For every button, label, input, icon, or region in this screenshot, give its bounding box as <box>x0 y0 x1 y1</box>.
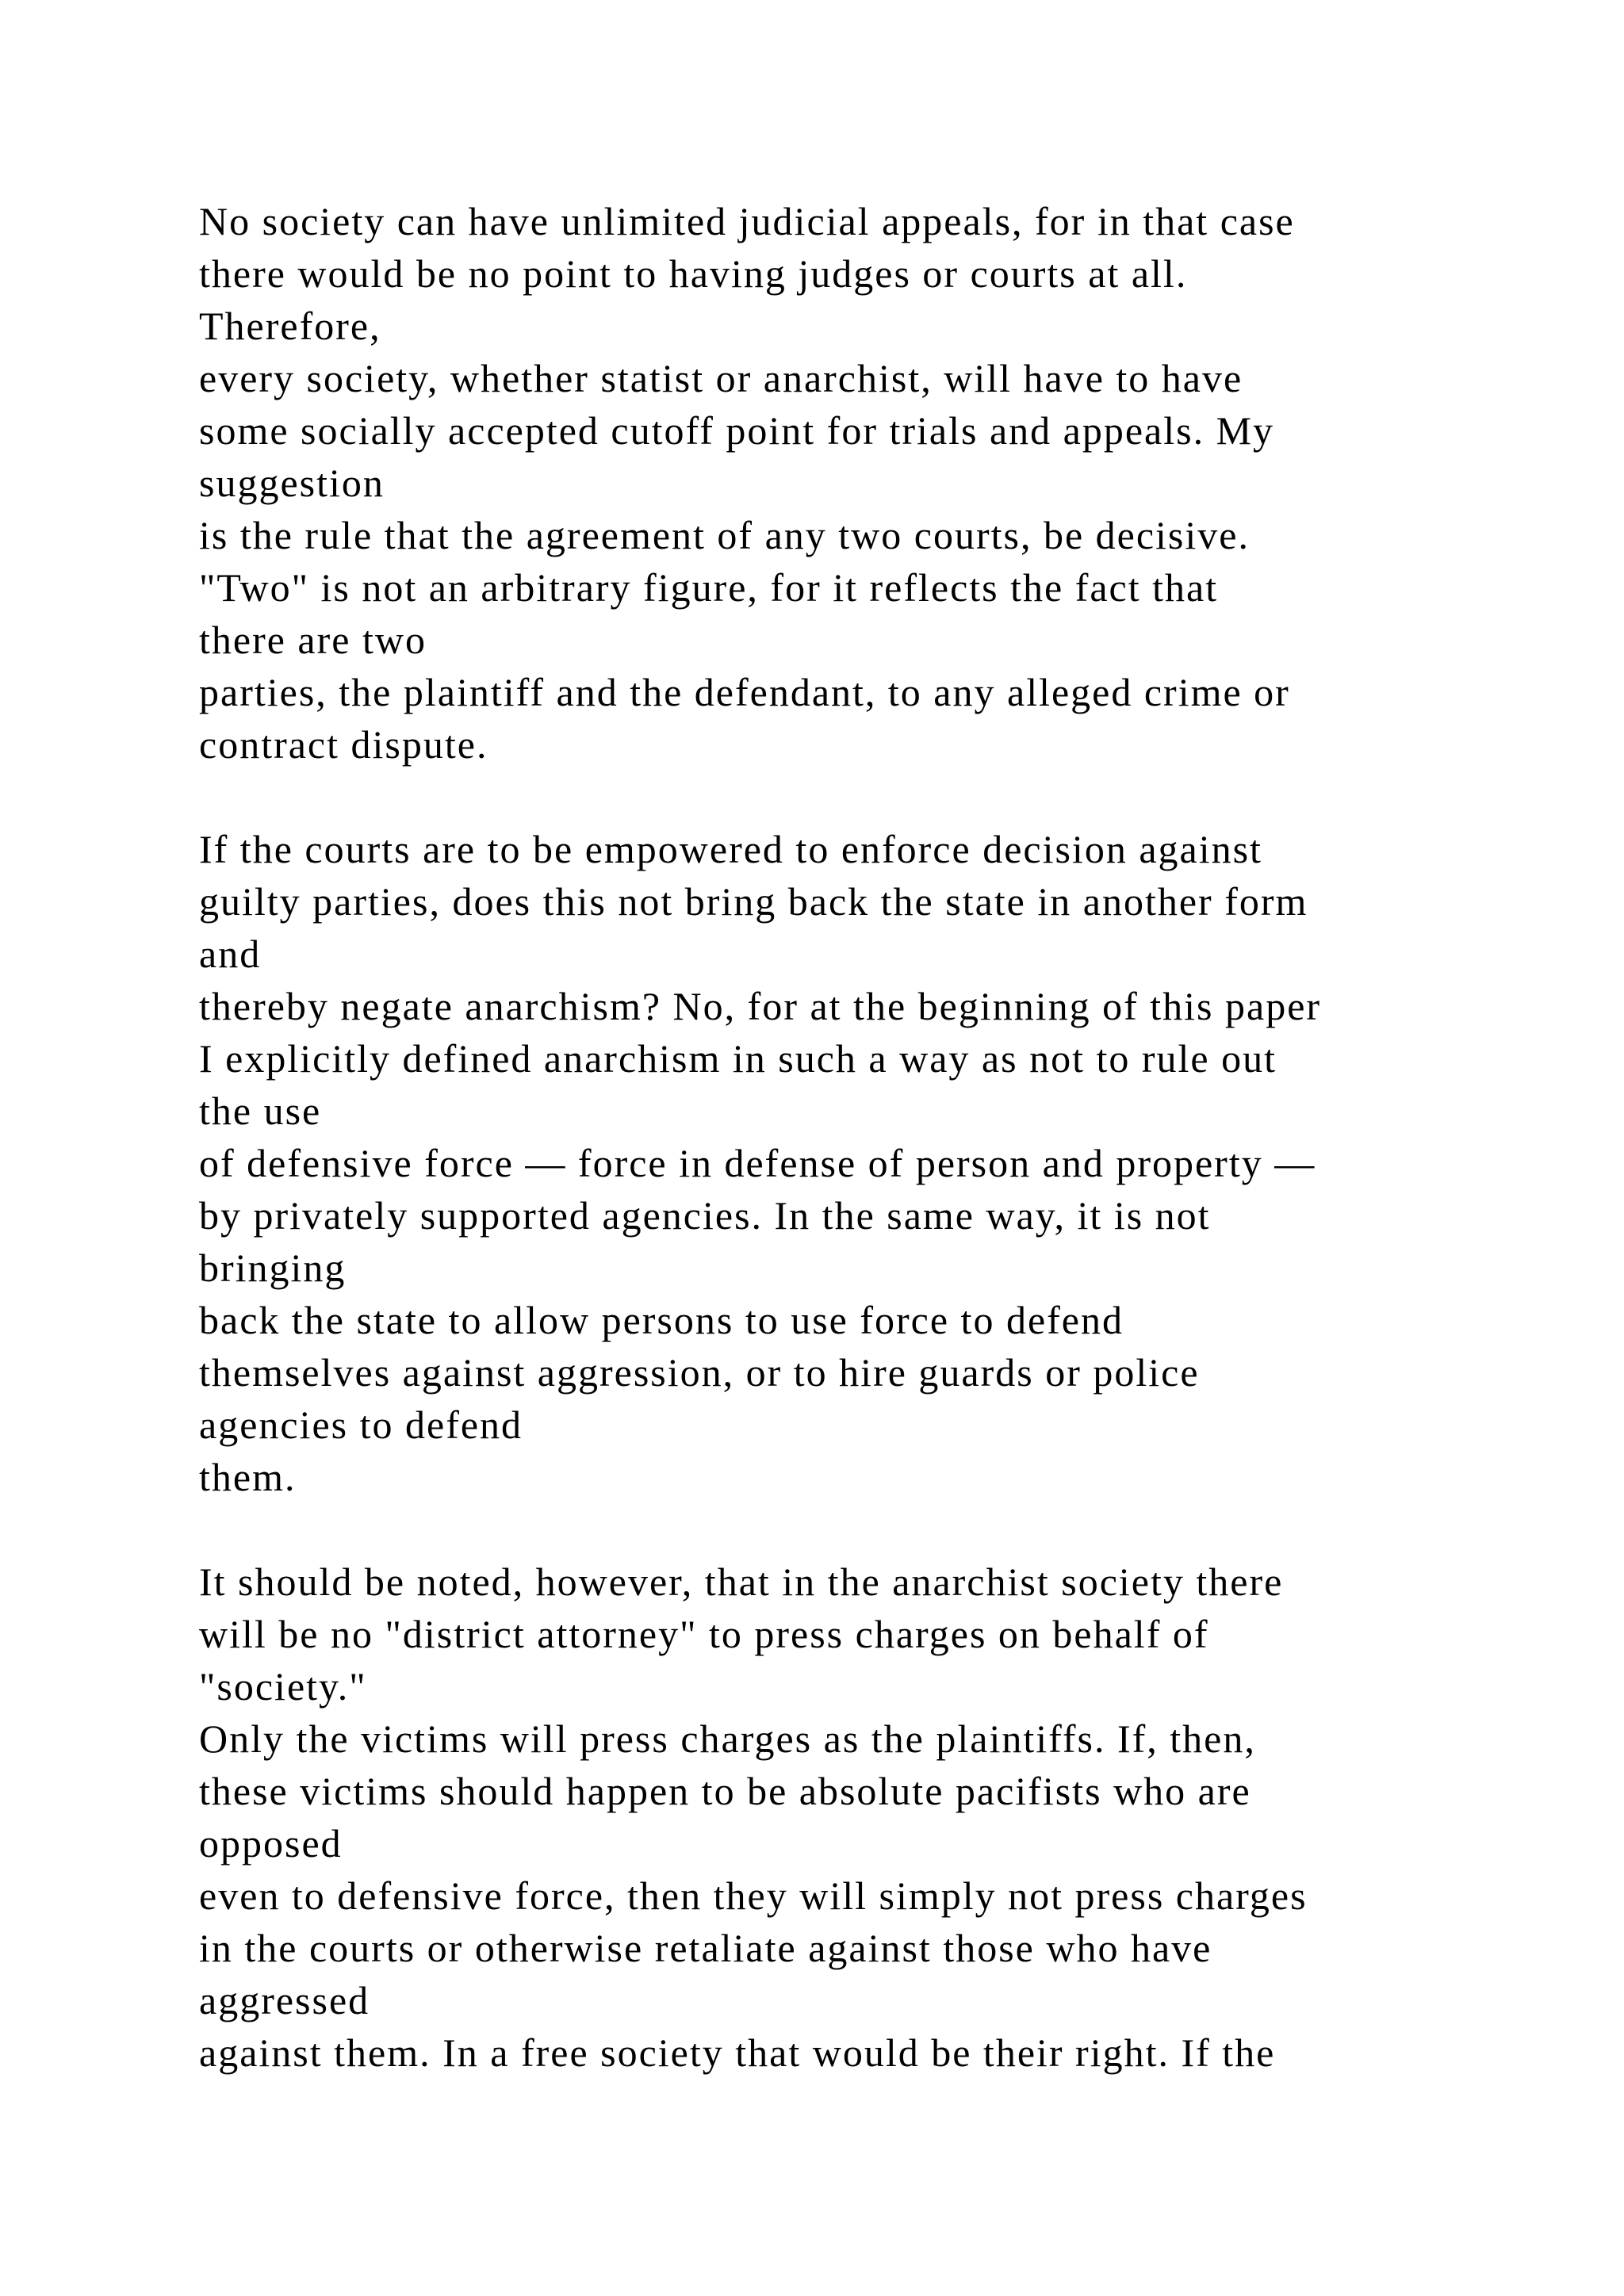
text-line: these victims should happen to be absolute pacifists who are <box>199 1769 1251 1813</box>
text-line: "Two" is not an arbitrary figure, for it reflects the fact that <box>199 565 1219 610</box>
text-line: by privately supported agencies. In the same way, it is not <box>199 1193 1211 1238</box>
text-line: is the rule that the agreement of any two courts, be decisive. <box>199 513 1250 557</box>
text-line: back the state to allow persons to use force to defend <box>199 1298 1124 1342</box>
text-line: will be no "district attorney" to press charges on behalf of <box>199 1612 1209 1656</box>
text-line: "society." <box>199 1664 367 1709</box>
text-line: against them. In a free society that would be their right. If the <box>199 2030 1276 2075</box>
text-line: themselves against aggression, or to hire guards or police <box>199 1350 1200 1395</box>
text-line: guilty parties, does this not bring back the state in another form <box>199 879 1308 924</box>
text-line: Therefore, <box>199 304 381 348</box>
text-line: of defensive force — force in defense of person and property — <box>199 1141 1316 1185</box>
text-line: some socially accepted cutoff point for trials and appeals. My <box>199 408 1275 453</box>
text-line: aggressed <box>199 1978 370 2022</box>
text-line: Only the victims will press charges as the plaintiffs. If, then, <box>199 1716 1256 1761</box>
paragraph <box>199 1556 1484 2079</box>
text-line: No society can have unlimited judicial appeals, for in that case <box>199 199 1295 243</box>
paragraph <box>199 823 1484 1503</box>
text-line: and <box>199 932 262 976</box>
document-body <box>199 195 1484 2079</box>
paragraph-spacer <box>199 771 1484 823</box>
text-line: parties, the plaintiff and the defendant, to any alleged crime or <box>199 670 1290 714</box>
text-line: suggestion <box>199 461 385 505</box>
paragraph <box>199 195 1484 771</box>
text-line: there are two <box>199 618 427 662</box>
text-line: them. <box>199 1455 297 1499</box>
text-line: It should be noted, however, that in the anarchist society there <box>199 1559 1284 1604</box>
text-line: agencies to defend <box>199 1402 523 1447</box>
text-line: If the courts are to be empowered to enforce decision against <box>199 827 1262 871</box>
text-line: contract dispute. <box>199 722 488 767</box>
text-line: in the courts or otherwise retaliate against those who have <box>199 1926 1212 1970</box>
text-line: bringing <box>199 1246 347 1290</box>
text-line: the use <box>199 1089 322 1133</box>
text-line: thereby negate anarchism? No, for at the beginning of this paper <box>199 984 1322 1028</box>
text-line: there would be no point to having judges or courts at all. <box>199 251 1188 296</box>
text-line: even to defensive force, then they will simply not press charges <box>199 1873 1308 1918</box>
paragraph-spacer <box>199 1503 1484 1556</box>
text-line: every society, whether statist or anarchist, will have to have <box>199 356 1243 400</box>
text-line: opposed <box>199 1821 343 1866</box>
text-line: I explicitly defined anarchism in such a way as not to rule out <box>199 1036 1277 1081</box>
